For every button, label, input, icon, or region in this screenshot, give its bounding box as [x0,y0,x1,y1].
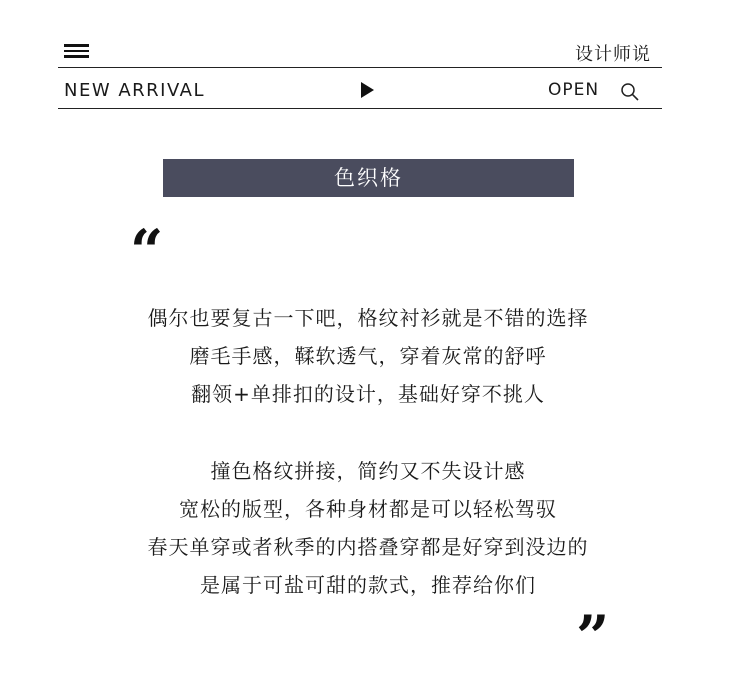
description-line: 翻领+单排扣的设计，基础好穿不挑人 [191,382,545,406]
header-bottom-divider [58,108,662,109]
description-line: 磨毛手感，鞣软透气，穿着灰常的舒呼 [189,344,547,368]
description-line: 撞色格纹拼接，简约又不失设计感 [210,459,526,483]
play-icon[interactable] [361,82,374,98]
open-quote-mark: “ [130,217,164,285]
open-link[interactable]: OPEN [548,80,600,100]
description-line: 偶尔也要复古一下吧，格纹衬衫就是不错的选择 [147,306,589,330]
hamburger-menu-icon[interactable] [64,44,90,58]
description-paragraph-1 [58,299,678,413]
section-title-banner: 色织格 [163,159,574,197]
description-line: 是属于可盐可甜的款式，推荐给你们 [200,573,536,597]
brand-title: 设计师说 [575,44,651,65]
new-arrival-link[interactable]: NEW ARRIVAL [64,80,205,101]
search-icon[interactable] [620,82,640,102]
description-paragraph-2 [58,452,678,604]
description-line: 春天单穿或者秋季的内搭叠穿都是好穿到没边的 [147,535,589,559]
close-quote-mark: ” [576,603,610,671]
header-top-divider [58,67,662,68]
description-line: 宽松的版型，各种身材都是可以轻松驾驭 [179,497,557,521]
